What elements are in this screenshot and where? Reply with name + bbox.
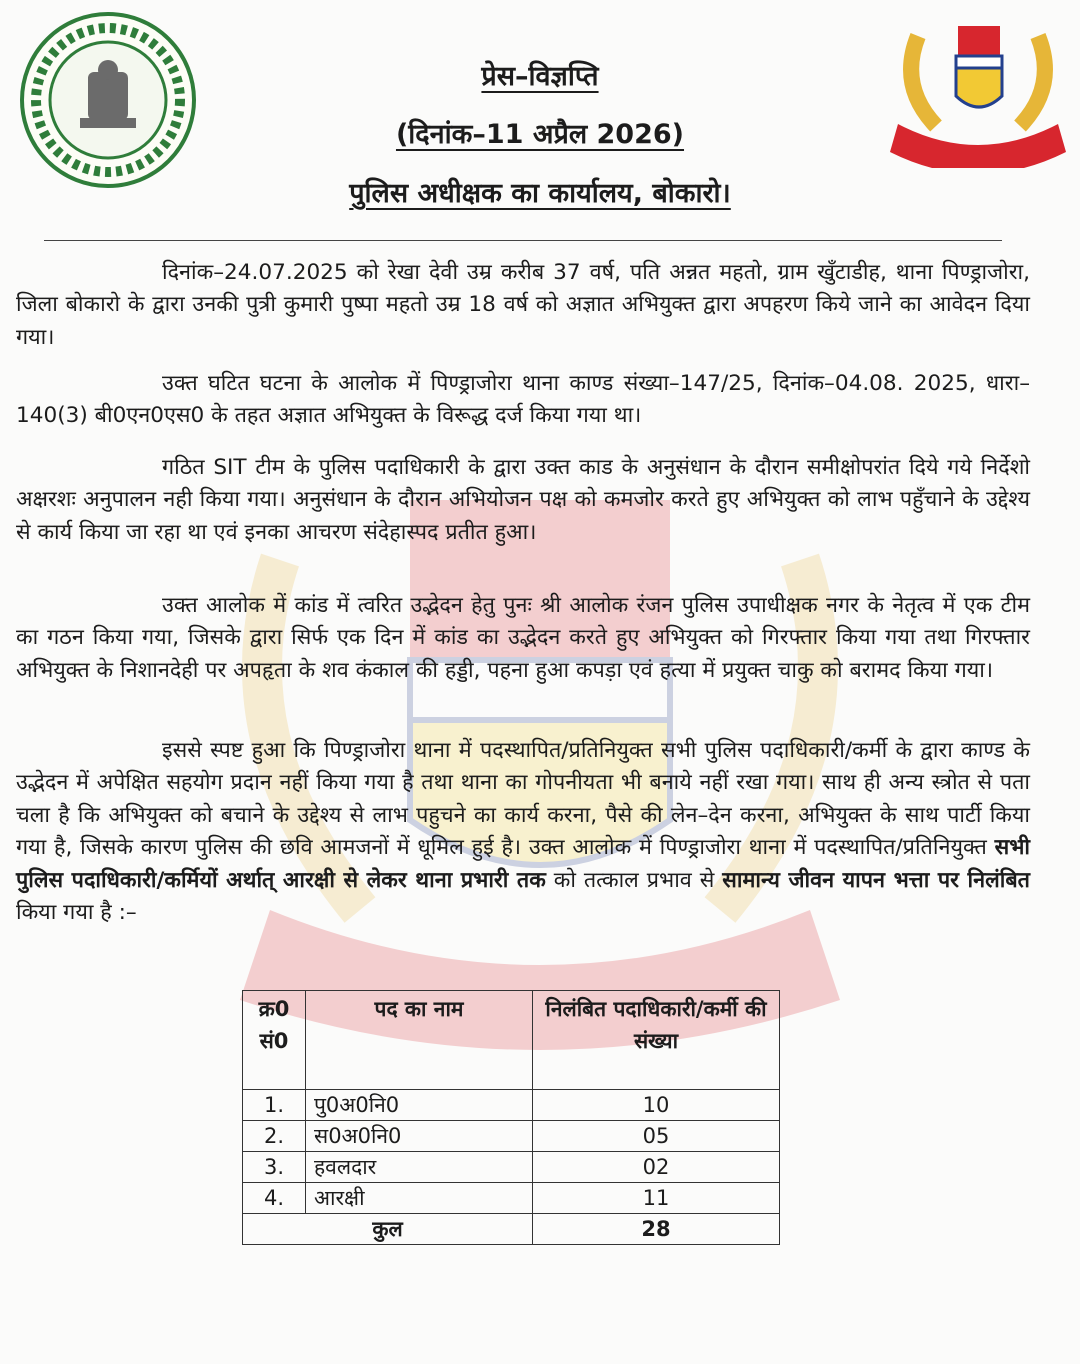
header-divider	[44, 240, 1002, 241]
row-serial: 4.	[243, 1183, 306, 1214]
table-row	[243, 1090, 780, 1121]
header-serial-number: क्र0 सं0	[243, 991, 306, 1090]
press-release-title: प्रेस–विज्ञप्ति	[481, 61, 599, 92]
row-serial: 2.	[243, 1121, 306, 1152]
row-post: स0अ0नि0	[306, 1121, 533, 1152]
header-suspended-count: निलंबित पदाधिकारी/कर्मी की संख्या	[533, 991, 780, 1090]
issuing-office: पुलिस अधीक्षक का कार्यालय, बोकारो।	[349, 178, 731, 209]
header-post-name: पद का नाम	[306, 991, 533, 1090]
total-label: कुल	[243, 1214, 533, 1245]
total-value: 28	[533, 1214, 780, 1245]
suspension-table	[242, 990, 780, 1245]
paragraph-case-registration: उक्त घटित घटना के आलोक में पिण्ड्राजोरा थाना काण्ड संख्या–147/25, दिनांक–04.08. 2025, धारा–140(3) बी0एन0एस0 के तहत अज्ञात अभियुक्त के विरूद्ध दर्ज किया गया था।	[16, 371, 1030, 429]
row-count: 11	[533, 1183, 780, 1214]
row-count: 05	[533, 1121, 780, 1152]
paragraph-complaint: दिनांक–24.07.2025 को रेखा देवी उम्र करीब 37 वर्ष, पति अन्नत महतो, ग्राम खुँटाडीह, थाना पिण्ड्राजोरा, जिला बोकारो के द्वारा उनकी पुत्री कुमारी पुष्पा महतो उम्र 18 वर्ष को अज्ञात अभियुक्त द्वारा अपहरण किये जाने का आवेदन दिया गया।	[16, 260, 1030, 350]
release-date: (दिनांक–11 अप्रैल 2026)	[395, 119, 685, 150]
row-serial: 1.	[243, 1090, 306, 1121]
government-of-jharkhand-seal	[18, 10, 198, 190]
row-post: हवलदार	[306, 1152, 533, 1183]
table-header-row	[243, 991, 780, 1090]
table-total-row	[243, 1214, 780, 1245]
jharkhand-police-emblem	[888, 6, 1068, 168]
row-post: आरक्षी	[306, 1183, 533, 1214]
table-row	[243, 1152, 780, 1183]
paragraph-sit-findings: गठित SIT टीम के पुलिस पदाधिकारी के द्वारा उक्त काड के अनुसंधान के दौरान समीक्षोपरांत दिये गये निर्देशो अक्षरशः अनुपालन नही किया गया। अनुसंधान के दौरान अभियोजन पक्ष को कमजोर करते हुए अभियुक्त को लाभ पहुँचाने के उद्देश्य से कार्य किया जा रहा था एवं इनका आचरण संदेहास्पद प्रतीत हुआ।	[16, 455, 1030, 545]
paragraph-case-solved: उक्त आलोक में कांड में त्वरित उद्भेदन हेतु पुनः श्री आलोक रंजन पुलिस उपाधीक्षक नगर के नेतृत्व में एक टीम का गठन किया गया, जिसके द्वारा सिर्फ एक दिन में कांड का उद्भेदन करते हुए अभियुक्त को गिरफ्तार किया गया तथा गिरफ्तार अभियुक्त के निशानदेही पर अपहृता के शव कंकाल की हड्डी, पहना हुआ कपड़ा एवं हत्या में प्रयुक्त चाकु को बरामद किया गया।	[16, 593, 1030, 683]
table-row	[243, 1183, 780, 1214]
row-count: 10	[533, 1090, 780, 1121]
table-row	[243, 1121, 780, 1152]
row-serial: 3.	[243, 1152, 306, 1183]
row-count: 02	[533, 1152, 780, 1183]
paragraph-suspension-order: इससे स्पष्ट हुआ कि पिण्ड्राजोरा थाना में पदस्थापित/प्रतिनियुक्त सभी पुलिस पदाधिकारी/कर्मी के द्वारा काण्ड के उद्भेदन में अपेक्षित सहयोग प्रदान नहीं किया गया है तथा थाना का गोपनीयता भी बनाये नहीं रखा गया। साथ ही अन्य स्त्रोत से पता चला है कि अभियुक्त को बचाने के उद्देश्य से लाभ पहुचने का कार्य करना, पैसे की लेन–देन करना, अभियुक्त के साथ पार्टी किया गया है, जिसके कारण पुलिस की छवि आमजनों में धूमिल हुई है। उक्त आलोक में पिण्ड्राजोरा थाना में पदस्थापित/प्रतिनियुक्त सभी पुलिस पदाधिकारी/कर्मियों अर्थात् आरक्षी से लेकर थाना प्रभारी तक को तत्काल प्रभाव से सामान्य जीवन यापन भत्ता पर निलंबित किया गया है :–	[16, 738, 1030, 926]
row-post: पु0अ0नि0	[306, 1090, 533, 1121]
